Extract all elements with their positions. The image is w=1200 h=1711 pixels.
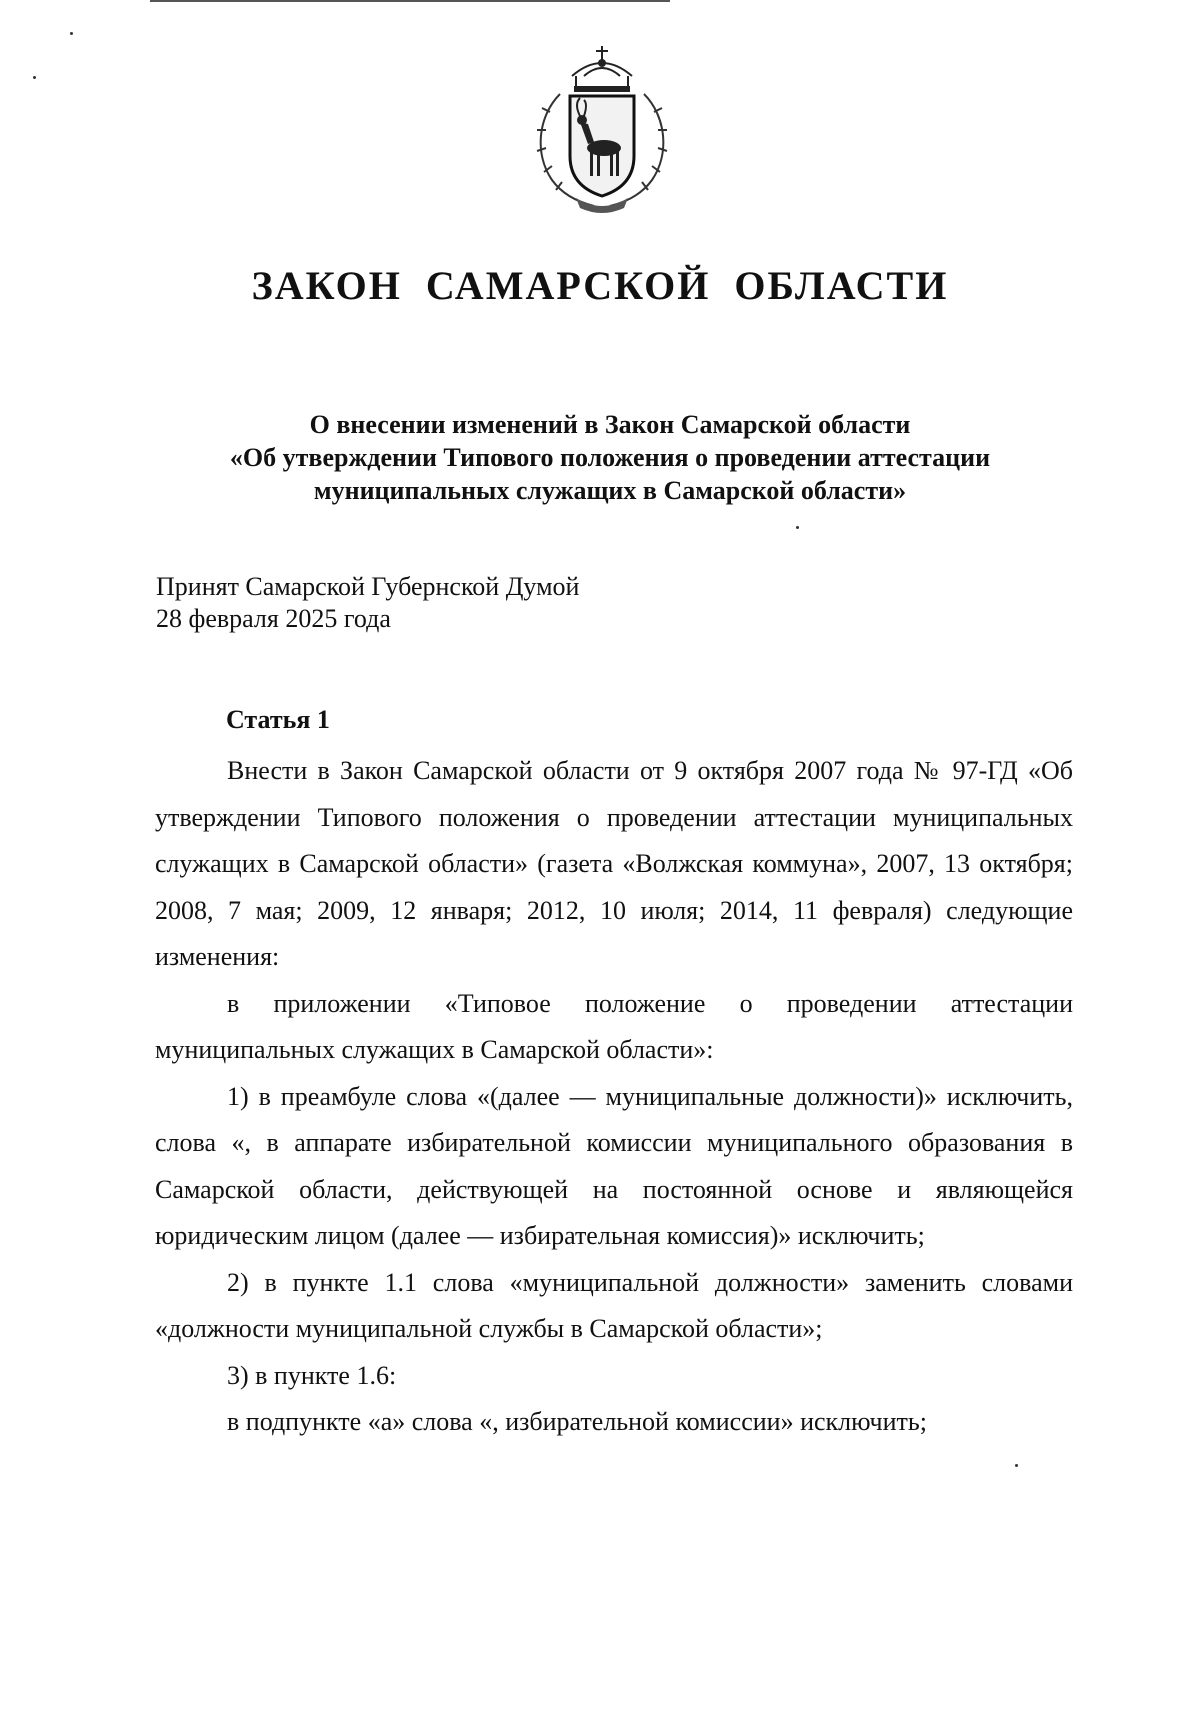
article-paragraph: в подпункте «а» слова «, избирательной комиссии» исключить;: [227, 1407, 927, 1436]
article-paragraph: 2) в пункте 1.1 слова «муниципальной должности» заменить словами «должности муниципальной службы в Самарской области»;: [155, 1267, 1073, 1343]
article-paragraph: Внести в Закон Самарской области от 9 октября 2007 года № 97-ГД «Об утверждении Типового положения о проведении аттестации муниципальных служащих в Самарской области» (газета «Волжская коммуна», 2007, 13 октября; 2008, 7 мая; 2009, 12 января; 2012, 10 июля; 2014, 11 февраля) следующие изменения:: [155, 756, 1073, 971]
document-subject: [140, 408, 1080, 507]
subject-line: муниципальных служащих в Самарской области»: [313, 476, 907, 505]
scan-speck: [33, 76, 36, 79]
adoption-info: [156, 571, 579, 635]
scan-speck: [1015, 1464, 1018, 1467]
adoption-date: 28 февраля 2025 года: [156, 604, 391, 633]
scan-speck: [70, 32, 73, 35]
article-paragraph: в приложении «Типовое положение о проведении аттестации муниципальных служащих в Самарской области»:: [155, 988, 1073, 1064]
adoption-body: Принят Самарской Губернской Думой: [156, 572, 580, 601]
article-paragraph: 3) в пункте 1.6:: [227, 1360, 397, 1390]
subject-line: О внесении изменений в Закон Самарской области: [309, 410, 911, 439]
subject-line: «Об утверждении Типового положения о проведении аттестации: [229, 443, 991, 472]
article-paragraph: 1) в преамбуле слова «(далее — муниципальные должности)» исключить, слова «, в аппарате избирательной комиссии муниципального образования в Самарской области, действующей на постоянной основе и являющейся юридическим лицом (далее — избирательная комиссия)» исключить;: [155, 1081, 1073, 1250]
article-body: [155, 748, 1073, 1446]
article-heading: Статья 1: [226, 705, 330, 734]
scan-speck: [796, 526, 799, 529]
document-title: ЗАКОН САМАРСКОЙ ОБЛАСТИ: [251, 263, 949, 308]
scan-top-edge: [150, 0, 670, 2]
coat-of-arms-icon: [528, 42, 676, 214]
